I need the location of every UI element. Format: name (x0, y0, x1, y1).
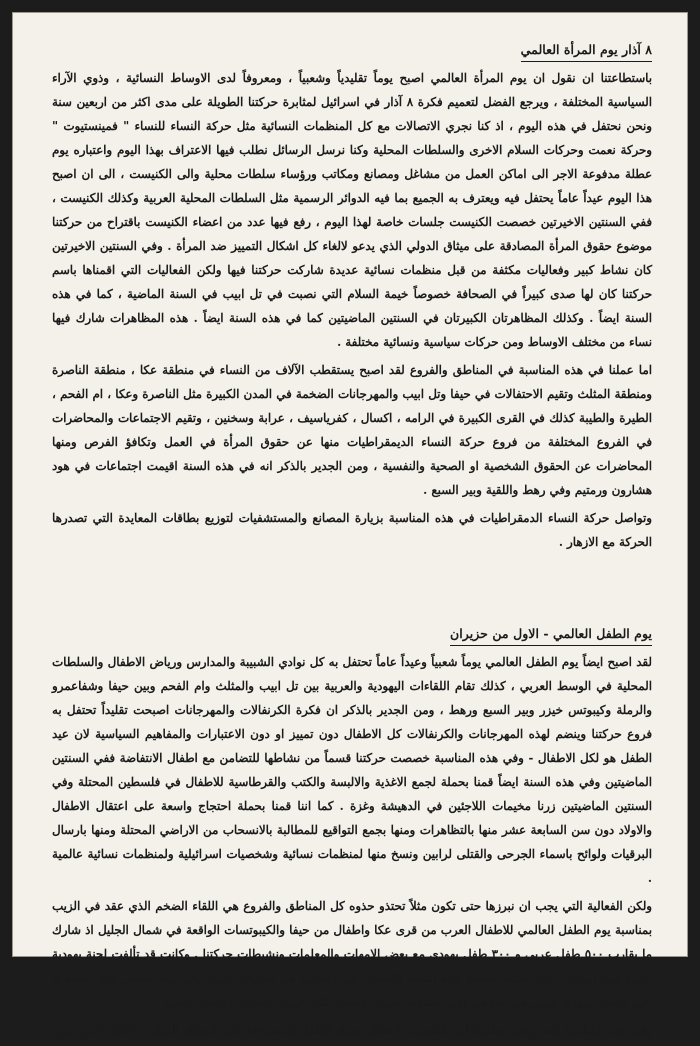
section-2-paragraph-1: لقد اصبح ايضاً يوم الطفل العالمي يوماً شعبياً وعيداً عاماً تحتفل به كل نوادي الشبيبة والمدارس ورياض الاطفال والسلطات المحلية في الوسط العربي ، كذلك تقام اللقاءات اليهودية والعربية بين تل ابيب والمثلث وام الفحم وبين حيفا وشفاعمرو والرملة وكيبوتس خيزر وبير السبع ورهط ، ومن الجدير بالذكر ان فكرة الكرنفالات والمهرجانات اصبحت تقليداً تحتفل به فروع حركتنا وينضم لهذه المهرجانات والكرنفالات كل الاطفال دون تمييز او دون الاعتبارات والمفاهيم السياسية لان عيد الطفل هو لكل الاطفال - وفي هذه المناسبة خصصت حركتنا قسماً من نشاطها للتضامن مع اطفال الانتفاضة ففي السنتين الماضيتين وفي هذه السنة ايضاً قمنا بحملة لجمع الاغذية والالبسة والكتب والقرطاسية للاطفال في فلسطين المحتلة وفي السنتين الماضيتين زرنا مخيمات اللاجئين في الدهيشة وغزة . كما اننا قمنا بحملة احتجاج واسعة على اعتقال الاطفال والاولاد دون سن السابعة عشر منها بالتظاهرات ومنها بجمع التواقيع للمطالبة بالانسحاب من الاراضي المحتلة ومنها بارسال البرقيات ولوائح باسماء الجرحى والقتلى لرابين ونسخ منها لمنظمات نسائية وشخصيات اسرائيلية ولمنظمات نسائية عالمية . (52, 655, 652, 885)
section-1-paragraph-2: اما عملنا في هذه المناسبة في المناطق والفروع لقد اصبح يستقطب الآلاف من النساء في منطقة عكا ، منطقة الناصرة ومنطقة المثلث وتقيم الاحتفالات في حيفا وتل ابيب والمهرجانات الضخمة في المدن الكبيرة مثل الناصرة وعكا ، ام الفحم ، الطيرة والطيبة كذلك في القرى الكبيرة في الرامه ، اكسال ، كفرياسيف ، عرابة وسخنين ، وتقيم الاجتماعات والمحاضرات في الفروع المختلفة من فروع حركة النساء الديمقراطيات منها عن حقوق المرأة في العمل وتكافؤ الفرص ومنها المحاضرات عن الحقوق الشخصية او الصحية والنفسية ، ومن الجدير بالذكر انه في هذه السنة اقيمت اجتماعات في هود هشارون ورمتيم وفي رهط واللقية وبير السبع . (52, 363, 652, 497)
document-page (12, 12, 688, 1037)
section-1-paragraph-1: باستطاعتنا ان نقول ان يوم المرأة العالمي اصبح يوماً تقليدياً وشعبياً ، ومعروفاً لدى الاوساط النسائية ، وذوي الآراء السياسية المختلفة ، ويرجع الفضل لتعميم فكرة ٨ آذار في اسرائيل لمثابرة حركتنا الطويلة على مدى اكثر من اربعين سنة ونحن نحتفل في هذه اليوم ، اذ كنا نجري الاتصالات مع كل المنظمات النسائية مثل حركة النساء للنساء " فمينستيوت " وحركة نعمت وحركات السلام الاخرى والسلطات المحلية وكنا نرسل الرسائل نطلب فيها الاعتراف بهذا اليوم واعتباره يوم عطلة مدفوعة الاجر الى اماكن العمل من مشاغل ومصانع ومكاتب ورؤساء سلطات محلية والى الكنيست ، الى ان اصبح هذا اليوم عيداً عاماً يحتفل فيه ويعترف به الجميع بما فيه الدوائر الرسمية مثل السلطات المحلية العربية وكذلك الكنيست ، ففي السنتين الاخيرتين خصصت الكنيست جلسات خاصة لهذا اليوم ، رفع فيها عدد من اعضاء الكنيست باقتراح من حركتنا موضوع حقوق المرأة المصادقة على ميثاق الدولي الذي يدعو لالغاء كل اشكال التمييز ضد المرأة . وفي السنتين الاخيرتين كان نشاط كبير وفعاليات مكثفة من قبل منظمات نسائية عديدة شاركت حركتنا فيها ولكن الفعاليات التي اقمناها باسم حركتنا كان لها صدى كبيراً في الصحافة خصوصاً خيمة السلام التي نصبت في تل ابيب في السنة الماضية ، كما في هذه السنة ايضاً . وكذلك المظاهرتان الكبيرتان في السنتين الماضيتين كما في هذه السنة ايضاً . هذه المظاهرات شارك فيها نساء من مختلف الاوساط ومن حركات سياسية ونسائية مختلفة . (52, 71, 652, 349)
section-1-paragraph-3: وتواصل حركة النساء الدمقراطيات في هذه المناسبة بزيارة المصانع والمستشفيات لتوزيع بطاقات المعايدة التي تصدرها الحركة مع الازهار . (52, 511, 652, 549)
section-2-paragraph-2: ولكن الفعالية التي يجب ان نبرزها حتى تكون مثلاً تحتذو حذوه كل المناطق والفروع هي اللقاء الضخم الذي عقد في الزيب بمناسبة يوم الطفل العالمي للاطفال العرب من قرى عكا واطفال من حيفا والكيبوتسات الواقعة في شمال الجليل اذ شارك ما يقارب ٥٠٠ طفل عربي و ٣٠٠ طفل يهودي مع بعض الامهات والمعلمات ونشيطات حركتنا . وكانت قد تألفت لجنة يهودية عربية لهذا الهدف ، وقد استمر نشاط هذه اللجنة والتعاون بين اعضائها في فعاليات اخرى وفي يوم الطفل هذه السنة اذ اقيم احتفال يهودي عربي في عكا من اجل مساواة حقوق الاطفال لكل اليهود والعرب ولابطال التمييز . (52, 899, 652, 1009)
section-2-heading-wrap (52, 622, 652, 650)
document-body (52, 38, 652, 1046)
section-1-heading: ٨ آذار يوم المرأة العالمي (521, 40, 652, 62)
section-1-heading-wrap (52, 38, 652, 66)
section-2-heading: يوم الطفل العالمي - الاول من حزيران (450, 624, 652, 646)
section-2-paragraph-3: وفي هذه المناسبة ايضاً رفعنا مطالبنا الى الكنيست لاحقاق حقوق الطفل والمصادقة على الميثاق الدولي - كذلك الامر نزور (56, 1023, 652, 1037)
section-2 (52, 622, 652, 1042)
